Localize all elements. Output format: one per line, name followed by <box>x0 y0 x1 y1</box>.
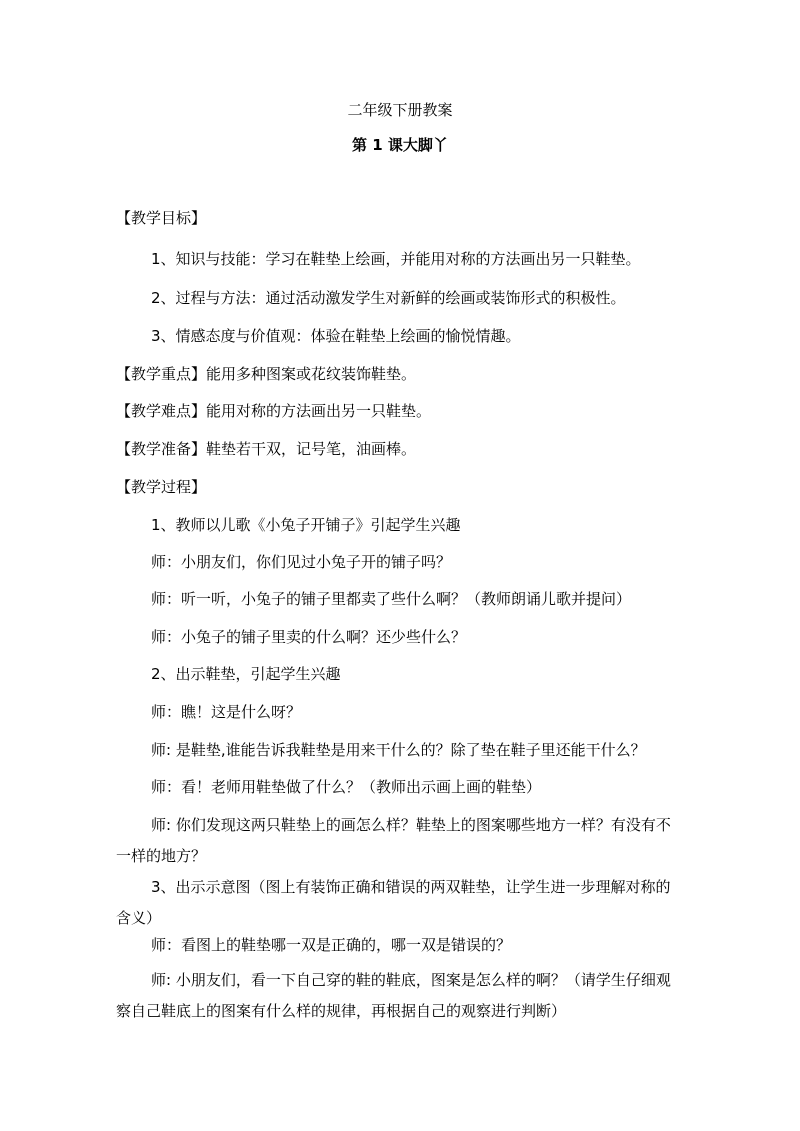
process-dialogue: 师: 是鞋垫,谁能告诉我鞋垫是用来干什么的？除了垫在鞋子里还能干什么？ <box>151 741 646 759</box>
process-dialogue: 师：小朋友们，你们见过小兔子开的铺子吗？ <box>151 553 452 571</box>
objective-item: 2、过程与方法：通过活动激发学生对新鲜的绘画或装饰形式的积极性。 <box>151 289 626 307</box>
process-step: 3、出示示意图（图上有装饰正确和错误的两双鞋垫，让学生进一步理解对称的含义） <box>116 878 671 927</box>
lesson-title: 第 1 课大脚丫 <box>352 136 448 154</box>
process-dialogue: 师：看！老师用鞋垫做了什么？（教师出示画上画的鞋垫） <box>151 778 542 796</box>
process-dialogue: 师：小兔子的铺子里卖的什么啊？还少些什么？ <box>151 628 467 646</box>
process-step: 2、出示鞋垫，引起学生兴趣 <box>151 665 341 683</box>
preparation: 【教学准备】鞋垫若干双，记号笔，油画棒。 <box>116 440 417 458</box>
objectives-heading: 【教学目标】 <box>116 209 207 227</box>
document-title: 二年级下册教案 <box>347 101 453 119</box>
process-dialogue: 师：瞧！这是什么呀？ <box>151 703 302 721</box>
key-point: 【教学重点】能用多种图案或花纹装饰鞋垫。 <box>116 365 417 383</box>
process-dialogue: 师：听一听，小兔子的铺子里都卖了些什么啊？（教师朗诵儿歌并提问） <box>151 590 632 608</box>
process-dialogue: 师: 你们发现这两只鞋垫上的画怎么样？鞋垫上的图案哪些地方一样？有没有不一样的地方？ <box>116 816 671 865</box>
process-heading: 【教学过程】 <box>116 478 207 496</box>
process-step: 1、教师以儿歌《小兔子开铺子》引起学生兴趣 <box>151 516 461 534</box>
objective-item: 3、情感态度与价值观：体验在鞋垫上绘画的愉悦情趣。 <box>151 327 521 345</box>
objective-item: 1、知识与技能：学习在鞋垫上绘画，并能用对称的方法画出另一只鞋垫。 <box>151 250 641 268</box>
process-dialogue: 师: 小朋友们，看一下自己穿的鞋的鞋底，图案是怎么样的啊？（请学生仔细观察自己鞋底上的图案有什么样的规律，再根据自己的观察进行判断） <box>116 971 671 1020</box>
process-dialogue: 师：看图上的鞋垫哪一双是正确的，哪一双是错误的？ <box>151 936 512 954</box>
difficulty: 【教学难点】能用对称的方法画出另一只鞋垫。 <box>116 402 432 420</box>
